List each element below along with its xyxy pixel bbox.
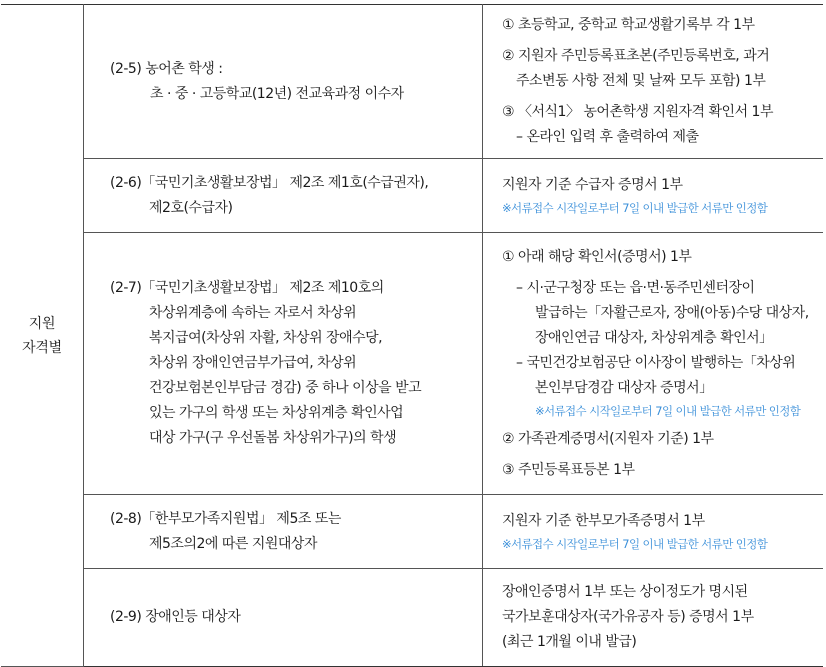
table-row bbox=[1, 5, 823, 159]
document-line: 발급하는「자활근로자, 장애(아동)수당 대상자, bbox=[535, 304, 809, 321]
document-line: ③ 주민등록표등본 1부 bbox=[502, 461, 635, 478]
condition-line: 있는 가구의 학생 또는 차상위계층 확인사업 bbox=[149, 405, 404, 421]
document-line: – 온라인 입력 후 출력하여 제출 bbox=[516, 129, 699, 145]
document-line: 장애인증명서 1부 또는 상이정도가 명시된 bbox=[502, 584, 748, 600]
table-row bbox=[1, 159, 823, 233]
condition-line: (2-6)「국민기초생활보장법」 제2조 제1호(수급권자), bbox=[110, 174, 429, 191]
condition-line: 차상위 장애인연금부가급여, 차상위 bbox=[149, 355, 357, 371]
condition-line: 제5조의2에 따른 지원대상자 bbox=[149, 535, 317, 552]
document-line: 지원자 기준 한부모가족증명서 1부 bbox=[502, 513, 705, 529]
documents-cell bbox=[483, 569, 824, 667]
documents-cell bbox=[483, 495, 824, 569]
document-line: ① 아래 해당 확인서(증명서) 1부 bbox=[502, 248, 692, 265]
condition-line: 건강보험본인부담금 경감) 중 하나 이상을 받고 bbox=[149, 380, 422, 396]
table-row bbox=[1, 233, 823, 495]
table-row bbox=[1, 495, 823, 569]
condition-cell bbox=[84, 569, 483, 667]
document-line: ③ 〈서식1〉 농어촌학생 지원자격 확인서 1부 bbox=[502, 104, 773, 120]
document-line: 국가보훈대상자(국가유공자 등) 증명서 1부 bbox=[502, 609, 754, 625]
document-line: 장애인연금 대상자, 차상위계층 확인서」 bbox=[535, 329, 773, 346]
table-row bbox=[1, 569, 823, 667]
condition-line: 대상 가구(구 우선돌봄 차상위가구)의 학생 bbox=[149, 430, 397, 446]
document-line: 지원자 기준 수급자 증명서 1부 bbox=[502, 177, 683, 193]
document-line: ② 지원자 주민등록표초본(주민등록번호, 과거 bbox=[502, 48, 770, 64]
document-line: ② 가족관계증명서(지원자 기준) 1부 bbox=[502, 430, 714, 447]
note-text: ※서류접수 시작일로부터 7일 이내 발급한 서류만 인정함 bbox=[535, 403, 801, 418]
document-line: (최근 1개월 이내 발급) bbox=[502, 634, 637, 650]
condition-line: (2-8)「한부모가족지원법」 제5조 또는 bbox=[110, 510, 341, 527]
condition-cell bbox=[84, 495, 483, 569]
condition-cell bbox=[84, 159, 483, 233]
note-text: ※서류접수 시작일로부터 7일 이내 발급한 서류만 인정함 bbox=[502, 537, 768, 551]
condition-line: 차상위계층에 속하는 자로서 차상위 bbox=[149, 305, 357, 321]
eligibility-table bbox=[1, 4, 823, 667]
document-line: ① 초등학교, 중학교 학교생활기록부 각 1부 bbox=[502, 17, 755, 33]
note-text: ※서류접수 시작일로부터 7일 이내 발급한 서류만 인정함 bbox=[502, 201, 768, 215]
category-label: 자격별 bbox=[22, 339, 62, 356]
condition-line: 제2호(수급자) bbox=[149, 199, 233, 216]
condition-line: 복지급여(차상위 자활, 차상위 장애수당, bbox=[149, 330, 383, 346]
category-label: 지원 bbox=[28, 315, 56, 332]
category-cell bbox=[1, 5, 84, 667]
document-line: 본인부담경감 대상자 증명서」 bbox=[535, 379, 713, 396]
condition-line: (2-9) 장애인등 대상자 bbox=[110, 609, 241, 625]
condition-line: 초 · 중 · 고등학교(12년) 전교육과정 이수자 bbox=[150, 85, 404, 102]
documents-cell bbox=[483, 5, 824, 159]
documents-cell bbox=[483, 159, 824, 233]
condition-cell bbox=[84, 233, 483, 495]
documents-cell bbox=[483, 233, 824, 495]
condition-cell bbox=[84, 5, 483, 159]
condition-line: (2-7)「국민기초생활보장법」 제2조 제10호의 bbox=[110, 280, 384, 296]
document-line: – 국민건강보험공단 이사장이 발행하는「차상위 bbox=[516, 354, 796, 371]
document-line: – 시·군구청장 또는 읍·면·동주민센터장이 bbox=[516, 279, 755, 296]
condition-line: (2-5) 농어촌 학생 : bbox=[110, 60, 223, 77]
document-line: 주소변동 사항 전체 및 날짜 모두 포함) 1부 bbox=[516, 73, 766, 89]
